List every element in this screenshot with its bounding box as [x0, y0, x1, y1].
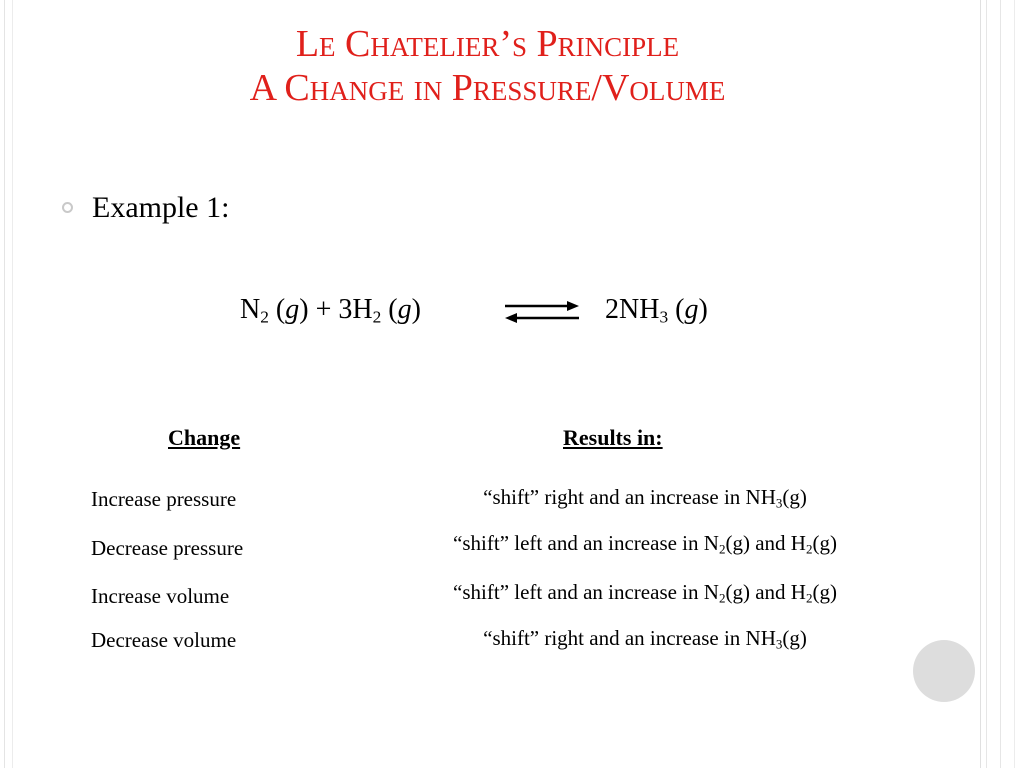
frame-line-left-outer: [4, 0, 5, 768]
result-cell-decrease-pressure: “shift” left and an increase in $N_2(g)$ and $H_2(g)$: [453, 531, 837, 557]
change-cell-decrease-pressure: Decrease pressure: [91, 536, 244, 560]
change-cell-decrease-volume: Decrease volume: [91, 628, 237, 652]
change-cell-increase-volume: Increase volume: [91, 584, 230, 608]
equation-products: $2NH_3$ (g): [605, 294, 708, 327]
frame-line-right-4: [1014, 0, 1015, 768]
frame-line-right-3: [1000, 0, 1001, 768]
slide-title-line-1: Le Chatelier’s Principle: [295, 23, 680, 65]
frame-line-right-2: [986, 0, 987, 768]
change-cell-increase-pressure: Increase pressure: [91, 487, 237, 511]
slide-title-line-2: A Change in Pressure/Volume: [249, 67, 726, 109]
circle-bullet-icon: [62, 202, 73, 213]
frame-line-left-inner: [12, 0, 13, 768]
frame-line-right-1: [980, 0, 981, 768]
header-change: Change: [168, 425, 241, 450]
equation-reactants: $N_2$ $(g) + 3H_2$ (g): [240, 294, 421, 327]
header-results: Results in:: [563, 425, 663, 450]
slide-title: [0, 22, 975, 110]
result-cell-increase-pressure: “shift” right and an increase in $NH_3(g)$: [483, 485, 807, 511]
chemical-equation: [0, 292, 975, 332]
bullet-text: Example 1:: [92, 191, 230, 224]
equilibrium-arrows-icon: [503, 296, 581, 326]
result-cell-decrease-volume: “shift” right and an increase in $NH_3(g)$: [483, 626, 807, 652]
result-cell-increase-volume: “shift” left and an increase in $N_2(g)$ and $H_2(g)$: [453, 580, 837, 606]
